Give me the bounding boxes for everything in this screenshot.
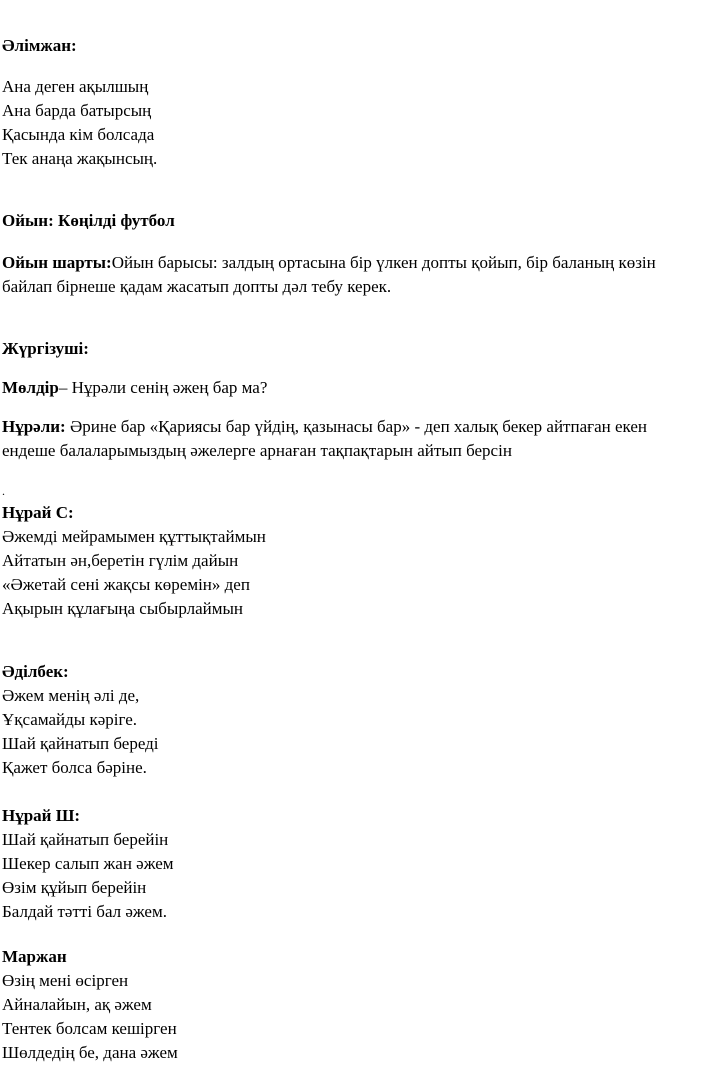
game-title: Ойын: Көңілді футбол: [2, 211, 175, 230]
section-heading-nuray-s: Нұрай С:: [2, 503, 74, 522]
speaker-name: Нұрәли:: [2, 417, 66, 436]
poem-line: Әжем менің әлі де,: [2, 686, 140, 705]
poem-line: Шай қайнатып берейін: [2, 830, 169, 849]
speaker-name: Мөлдір: [2, 378, 59, 397]
game-rules-label: Ойын шарты:: [2, 253, 112, 272]
poem-line: Тек анаңа жақынсың.: [2, 149, 158, 168]
poem-line: Балдай тәтті бал әжем.: [2, 902, 167, 921]
poem-line: Әжемді мейрамымен құттықтаймын: [2, 527, 266, 546]
poem-line: Шөлдедің бе, дана әжем: [2, 1043, 178, 1062]
dot-marker: .: [2, 484, 5, 498]
section-heading-marzhan: Маржан: [2, 947, 67, 966]
game-rules-text: Ойын барысы: залдың ортасына бір үлкен допты қойып, бір баланың көзін байлап бірнеше қадам жасатып допты дәл тебу керек.: [2, 253, 656, 296]
game-rules: [2, 251, 697, 299]
poem-line: Айналайын, ақ әжем: [2, 995, 152, 1014]
poem-line: Шай қайнатып береді: [2, 734, 159, 753]
poem-line: «Әжетай сені жақсы көремін» деп: [2, 575, 250, 594]
poem-line: Айтатын ән,беретін гүлім дайын: [2, 551, 239, 570]
dialogue-line-2: [2, 417, 647, 437]
dialogue-line-3: ендеше балаларымыздың әжелерге арнаған тақпақтарын айтып берсін: [2, 441, 512, 460]
poem-line: Ана барда батырсың: [2, 101, 152, 120]
speaker-text: – Нұрәли сенің әжең бар ма?: [58, 378, 268, 397]
poem-line: Ана деген ақылшың: [2, 77, 149, 96]
poem-line: Қасында кім болсада: [2, 125, 155, 144]
poem-line: Ақырын құлағыңа сыбырлаймын: [2, 599, 244, 618]
speaker-text: Әрине бар «Қариясы бар үйдің, қазынасы бар» - деп халық бекер айтпаған екен: [65, 417, 648, 436]
section-heading-adilbek: Әділбек:: [2, 662, 69, 681]
poem-line: Тентек болсам кешірген: [2, 1019, 177, 1038]
host-heading: Жүргізуші:: [2, 339, 89, 358]
dialogue-line-1: [2, 378, 267, 398]
poem-line: Өзім құйып берейін: [2, 878, 147, 897]
section-heading-nuray-sh: Нұрай Ш:: [2, 806, 81, 825]
poem-line: Шекер салып жан әжем: [2, 854, 174, 873]
poem-line: Қажет болса бәріне.: [2, 758, 147, 777]
poem-line: Өзің мені өсірген: [2, 971, 129, 990]
poem-line: Ұқсамайды кәріге.: [2, 710, 138, 729]
section-heading-alimzhan: Әлімжан:: [2, 36, 77, 55]
